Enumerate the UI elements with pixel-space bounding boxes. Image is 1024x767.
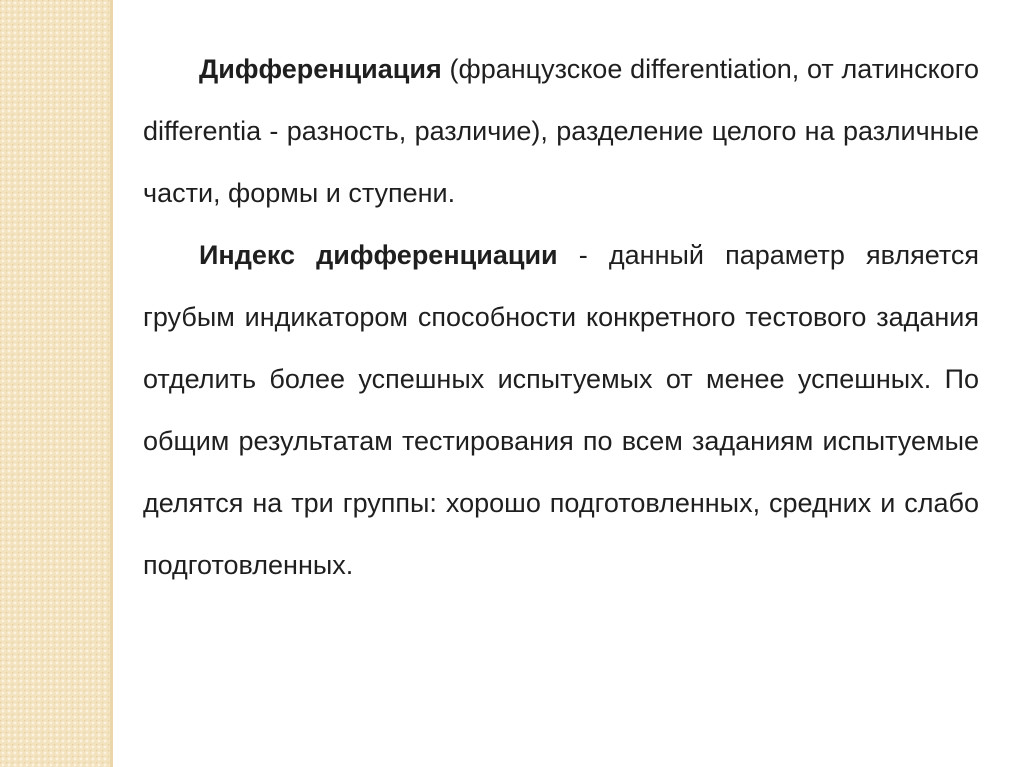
index-term: Индекс дифференциации [199,240,558,270]
index-paragraph [143,224,979,596]
side-band-edge [110,0,113,767]
slide-content [143,38,979,596]
index-text: - данный параметр является грубым индикатором способности конкретного тестового задания отделить более успешных испытуемых от менее успешных. По общим результатам тестирования по всем заданиям испытуемые делятся на три группы: хорошо подготовленных, средних и слабо подготовленных. [143,240,980,580]
definition-paragraph [143,38,979,224]
decorative-side-band [0,0,110,767]
definition-term: Дифференциация [199,54,442,84]
definition-text: (французское differentiation, от латинского differentia - разность, различие), разделение целого на различные части, формы и ступени. [143,54,979,208]
